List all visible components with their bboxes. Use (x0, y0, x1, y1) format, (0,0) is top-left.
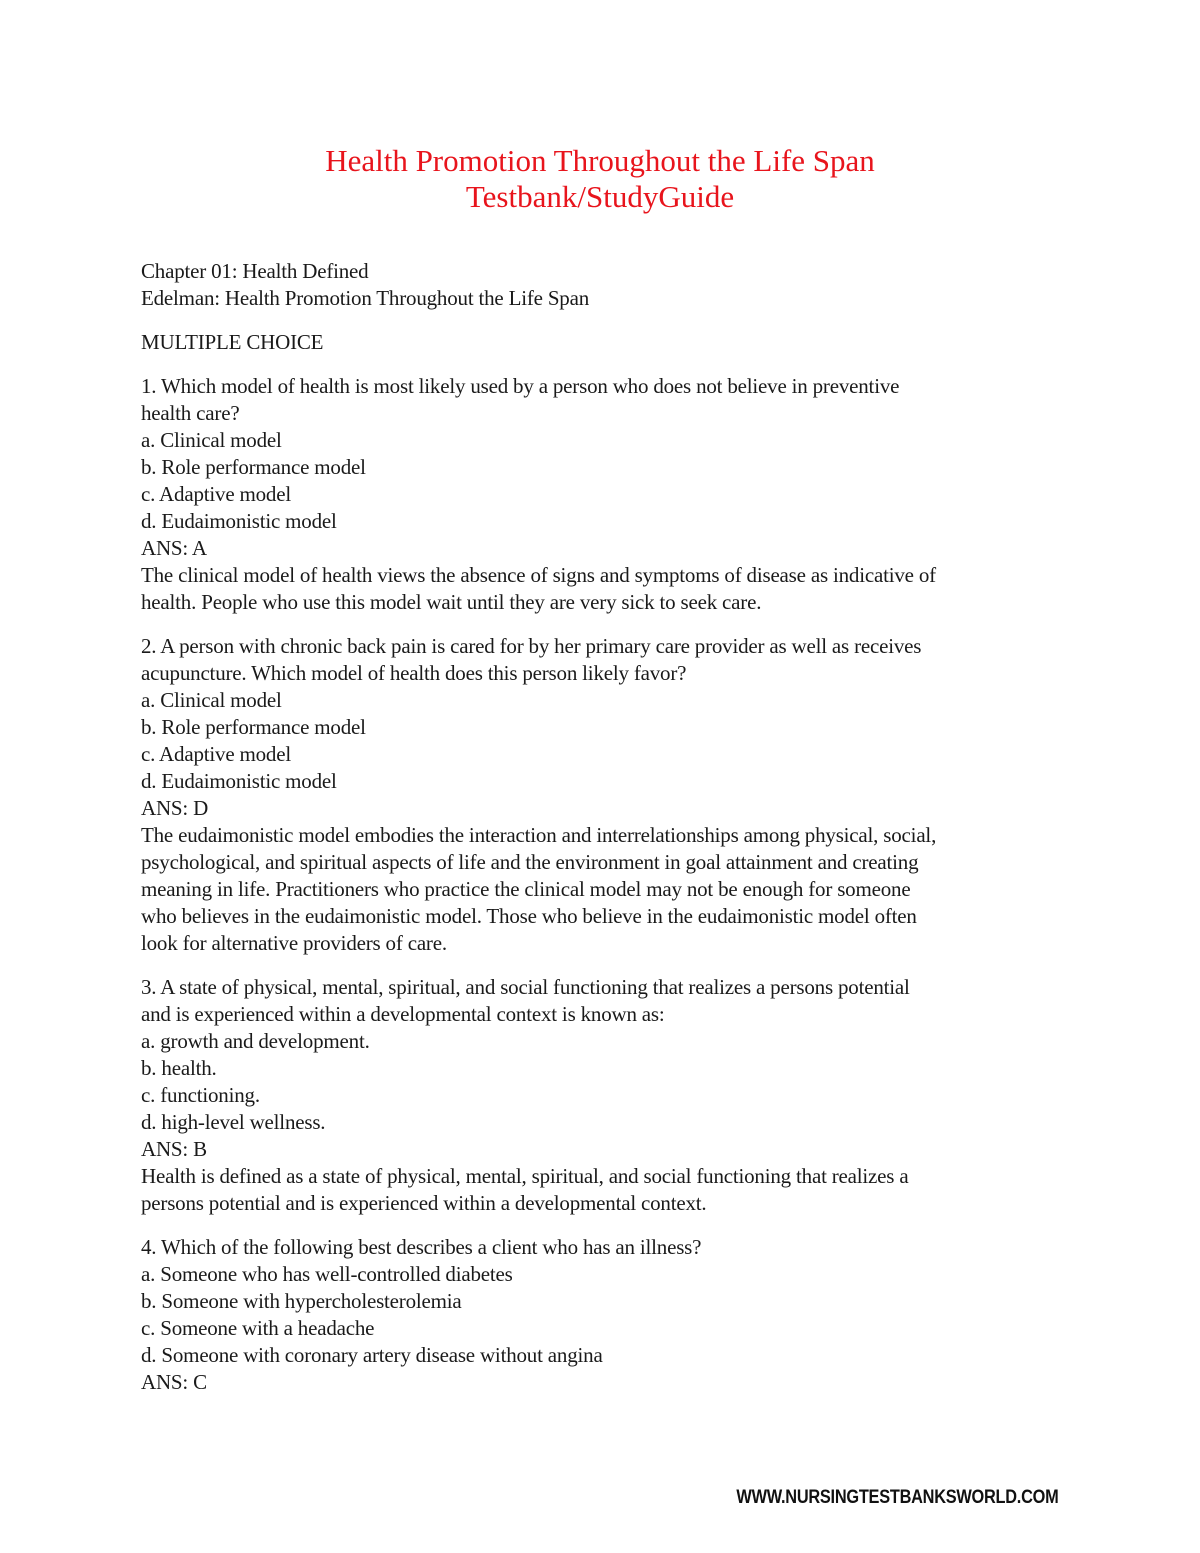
question-item (141, 373, 1071, 616)
document-subtitle: Testbank/StudyGuide (465, 179, 735, 214)
answer-option: b. Role performance model (141, 455, 366, 479)
question-item (141, 1234, 1071, 1396)
question-stem: 1. Which model of health is most likely used by a person who does not believe in preventive (141, 374, 900, 398)
answer-rationale: The clinical model of health views the absence of signs and symptoms of disease as indicative of (141, 563, 936, 587)
answer-option: d. Eudaimonistic model (141, 769, 337, 793)
answer-option: a. Clinical model (141, 428, 282, 452)
answer-rationale: look for alternative providers of care. (141, 931, 447, 955)
answer-option: c. Adaptive model (141, 482, 291, 506)
question-list (141, 373, 1071, 1396)
answer-option: d. Someone with coronary artery disease without angina (141, 1343, 603, 1367)
answer-rationale: Health is defined as a state of physical, mental, spiritual, and social functioning that realizes a (141, 1164, 909, 1188)
answer-option: c. functioning. (141, 1083, 260, 1107)
answer-key: ANS: D (141, 796, 209, 820)
answer-option: a. Someone who has well-controlled diabetes (141, 1262, 513, 1286)
question-stem: 3. A state of physical, mental, spiritual, and social functioning that realizes a persons potential (141, 975, 910, 999)
document-body (141, 258, 1071, 1396)
answer-key: ANS: A (141, 536, 207, 560)
answer-option: a. Clinical model (141, 688, 282, 712)
answer-option: a. growth and development. (141, 1029, 370, 1053)
answer-key: ANS: C (141, 1370, 207, 1394)
answer-rationale: persons potential and is experienced within a developmental context. (141, 1191, 707, 1215)
question-stem: 2. A person with chronic back pain is cared for by her primary care provider as well as receives (141, 634, 922, 658)
answer-key: ANS: B (141, 1137, 207, 1161)
answer-option: c. Adaptive model (141, 742, 291, 766)
website-watermark: WWW.NURSINGTESTBANKSWORLD.COM (735, 1487, 1058, 1508)
book-heading: Edelman: Health Promotion Throughout the Life Span (141, 286, 590, 310)
answer-option: c. Someone with a headache (141, 1316, 375, 1340)
answer-rationale: health. People who use this model wait until they are very sick to seek care. (141, 590, 762, 614)
question-stem: health care? (141, 401, 240, 425)
question-item (141, 633, 1071, 957)
question-stem: and is experienced within a developmental context is known as: (141, 1002, 665, 1026)
answer-option: d. Eudaimonistic model (141, 509, 337, 533)
answer-rationale: who believes in the eudaimonistic model. Those who believe in the eudaimonistic model often (141, 904, 917, 928)
answer-option: b. health. (141, 1056, 217, 1080)
answer-rationale: psychological, and spiritual aspects of life and the environment in goal attainment and creating (141, 850, 919, 874)
answer-option: b. Someone with hypercholesterolemia (141, 1289, 462, 1313)
answer-option: b. Role performance model (141, 715, 366, 739)
document-title: Health Promotion Throughout the Life Span (325, 143, 875, 178)
answer-rationale: meaning in life. Practitioners who practice the clinical model may not be enough for someone (141, 877, 911, 901)
section-heading: MULTIPLE CHOICE (141, 330, 324, 354)
question-stem: 4. Which of the following best describes a client who has an illness? (141, 1235, 702, 1259)
question-stem: acupuncture. Which model of health does this person likely favor? (141, 661, 687, 685)
chapter-heading: Chapter 01: Health Defined (141, 259, 369, 283)
question-item (141, 974, 1071, 1217)
answer-rationale: The eudaimonistic model embodies the interaction and interrelationships among physical, social, (141, 823, 937, 847)
answer-option: d. high-level wellness. (141, 1110, 326, 1134)
